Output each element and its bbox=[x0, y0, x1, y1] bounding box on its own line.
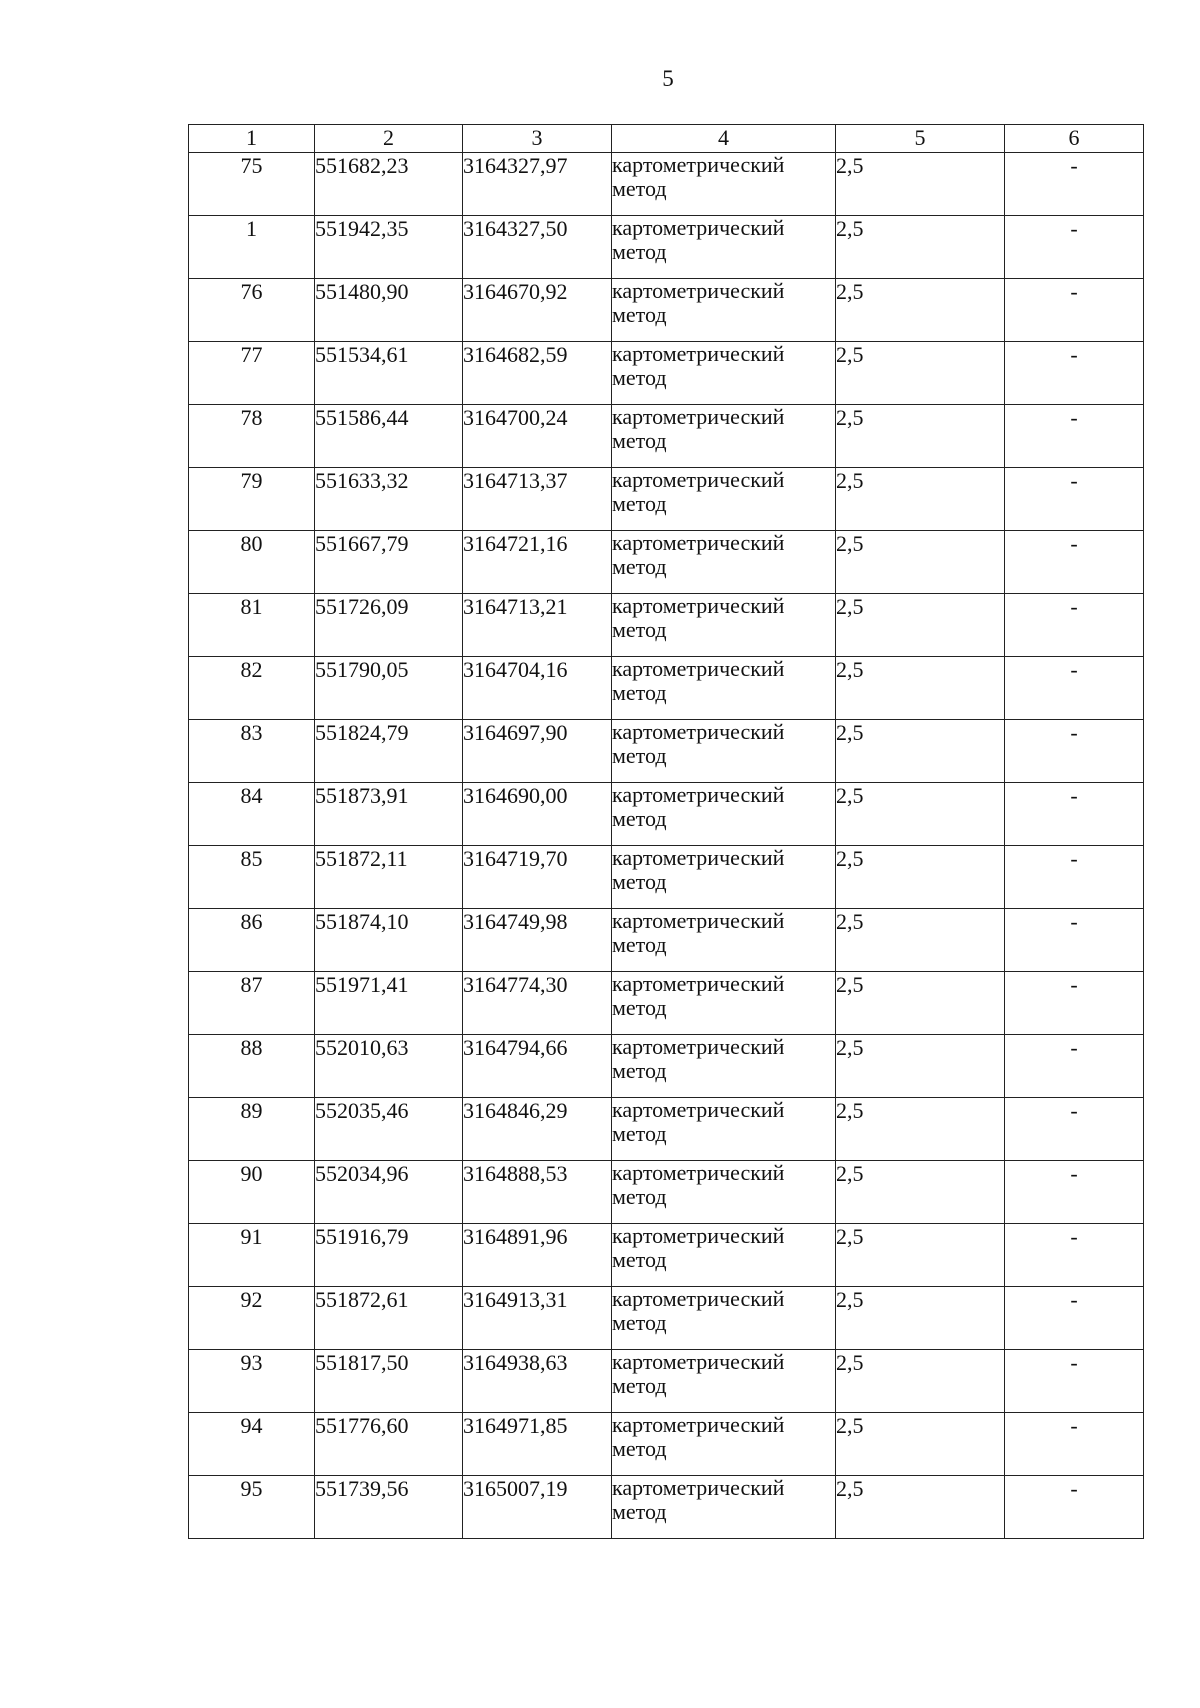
y-coordinate-cell: 3164682,59 bbox=[463, 342, 612, 405]
table-row bbox=[189, 909, 1144, 972]
table-body bbox=[189, 153, 1144, 1539]
accuracy-cell: 2,5 bbox=[836, 1098, 1005, 1161]
point-number-cell: 92 bbox=[189, 1287, 315, 1350]
y-coordinate-cell: 3164749,98 bbox=[463, 909, 612, 972]
x-coordinate-cell: 551739,56 bbox=[315, 1476, 463, 1539]
x-coordinate-cell: 551790,05 bbox=[315, 657, 463, 720]
accuracy-cell: 2,5 bbox=[836, 342, 1005, 405]
y-coordinate-cell: 3164794,66 bbox=[463, 1035, 612, 1098]
accuracy-cell: 2,5 bbox=[836, 216, 1005, 279]
point-number-cell: 79 bbox=[189, 468, 315, 531]
method-cell: картометрический метод bbox=[612, 153, 836, 216]
x-coordinate-cell: 552035,46 bbox=[315, 1098, 463, 1161]
table-row bbox=[189, 1350, 1144, 1413]
x-coordinate-cell: 551534,61 bbox=[315, 342, 463, 405]
x-coordinate-cell: 551667,79 bbox=[315, 531, 463, 594]
method-cell: картометрический метод bbox=[612, 594, 836, 657]
point-number-cell: 94 bbox=[189, 1413, 315, 1476]
table-row bbox=[189, 216, 1144, 279]
x-coordinate-cell: 551776,60 bbox=[315, 1413, 463, 1476]
table-row bbox=[189, 594, 1144, 657]
y-coordinate-cell: 3164891,96 bbox=[463, 1224, 612, 1287]
point-number-cell: 1 bbox=[189, 216, 315, 279]
point-number-cell: 82 bbox=[189, 657, 315, 720]
x-coordinate-cell: 551824,79 bbox=[315, 720, 463, 783]
table-row bbox=[189, 279, 1144, 342]
y-coordinate-cell: 3164327,50 bbox=[463, 216, 612, 279]
y-coordinate-cell: 3164913,31 bbox=[463, 1287, 612, 1350]
accuracy-cell: 2,5 bbox=[836, 972, 1005, 1035]
y-coordinate-cell: 3164713,37 bbox=[463, 468, 612, 531]
point-number-cell: 84 bbox=[189, 783, 315, 846]
y-coordinate-cell: 3164719,70 bbox=[463, 846, 612, 909]
x-coordinate-cell: 551586,44 bbox=[315, 405, 463, 468]
y-coordinate-cell: 3164938,63 bbox=[463, 1350, 612, 1413]
y-coordinate-cell: 3164327,97 bbox=[463, 153, 612, 216]
column-header: 6 bbox=[1005, 125, 1144, 153]
method-cell: картометрический метод bbox=[612, 531, 836, 594]
accuracy-cell: 2,5 bbox=[836, 720, 1005, 783]
note-cell: - bbox=[1005, 1413, 1144, 1476]
accuracy-cell: 2,5 bbox=[836, 153, 1005, 216]
accuracy-cell: 2,5 bbox=[836, 1413, 1005, 1476]
column-header: 5 bbox=[836, 125, 1005, 153]
point-number-cell: 78 bbox=[189, 405, 315, 468]
point-number-cell: 89 bbox=[189, 1098, 315, 1161]
x-coordinate-cell: 551682,23 bbox=[315, 153, 463, 216]
method-cell: картометрический метод bbox=[612, 1224, 836, 1287]
accuracy-cell: 2,5 bbox=[836, 846, 1005, 909]
method-cell: картометрический метод bbox=[612, 1413, 836, 1476]
point-number-cell: 77 bbox=[189, 342, 315, 405]
note-cell: - bbox=[1005, 846, 1144, 909]
point-number-cell: 93 bbox=[189, 1350, 315, 1413]
table-row bbox=[189, 1287, 1144, 1350]
method-cell: картометрический метод bbox=[612, 846, 836, 909]
x-coordinate-cell: 552010,63 bbox=[315, 1035, 463, 1098]
method-cell: картометрический метод bbox=[612, 909, 836, 972]
method-cell: картометрический метод bbox=[612, 216, 836, 279]
x-coordinate-cell: 551633,32 bbox=[315, 468, 463, 531]
note-cell: - bbox=[1005, 1350, 1144, 1413]
point-number-cell: 88 bbox=[189, 1035, 315, 1098]
x-coordinate-cell: 551971,41 bbox=[315, 972, 463, 1035]
method-cell: картометрический метод bbox=[612, 972, 836, 1035]
column-header: 3 bbox=[463, 125, 612, 153]
header-row bbox=[189, 125, 1144, 153]
y-coordinate-cell: 3164704,16 bbox=[463, 657, 612, 720]
page-number: 5 bbox=[662, 66, 674, 91]
x-coordinate-cell: 551872,11 bbox=[315, 846, 463, 909]
accuracy-cell: 2,5 bbox=[836, 1287, 1005, 1350]
note-cell: - bbox=[1005, 594, 1144, 657]
table-row bbox=[189, 846, 1144, 909]
method-cell: картометрический метод bbox=[612, 720, 836, 783]
method-cell: картометрический метод bbox=[612, 405, 836, 468]
method-cell: картометрический метод bbox=[612, 279, 836, 342]
note-cell: - bbox=[1005, 405, 1144, 468]
note-cell: - bbox=[1005, 468, 1144, 531]
table-row bbox=[189, 657, 1144, 720]
point-number-cell: 91 bbox=[189, 1224, 315, 1287]
point-number-cell: 87 bbox=[189, 972, 315, 1035]
accuracy-cell: 2,5 bbox=[836, 531, 1005, 594]
y-coordinate-cell: 3164888,53 bbox=[463, 1161, 612, 1224]
x-coordinate-cell: 551480,90 bbox=[315, 279, 463, 342]
note-cell: - bbox=[1005, 342, 1144, 405]
table-row bbox=[189, 1224, 1144, 1287]
accuracy-cell: 2,5 bbox=[836, 405, 1005, 468]
y-coordinate-cell: 3164700,24 bbox=[463, 405, 612, 468]
method-cell: картометрический метод bbox=[612, 1161, 836, 1224]
y-coordinate-cell: 3165007,19 bbox=[463, 1476, 612, 1539]
x-coordinate-cell: 551916,79 bbox=[315, 1224, 463, 1287]
x-coordinate-cell: 551873,91 bbox=[315, 783, 463, 846]
note-cell: - bbox=[1005, 909, 1144, 972]
table-row bbox=[189, 720, 1144, 783]
table-row bbox=[189, 1035, 1144, 1098]
y-coordinate-cell: 3164697,90 bbox=[463, 720, 612, 783]
table-row bbox=[189, 783, 1144, 846]
accuracy-cell: 2,5 bbox=[836, 657, 1005, 720]
point-number-cell: 83 bbox=[189, 720, 315, 783]
method-cell: картометрический метод bbox=[612, 657, 836, 720]
note-cell: - bbox=[1005, 216, 1144, 279]
table-row bbox=[189, 1161, 1144, 1224]
column-header: 4 bbox=[612, 125, 836, 153]
method-cell: картометрический метод bbox=[612, 1035, 836, 1098]
note-cell: - bbox=[1005, 531, 1144, 594]
x-coordinate-cell: 551874,10 bbox=[315, 909, 463, 972]
note-cell: - bbox=[1005, 783, 1144, 846]
point-number-cell: 90 bbox=[189, 1161, 315, 1224]
point-number-cell: 95 bbox=[189, 1476, 315, 1539]
note-cell: - bbox=[1005, 972, 1144, 1035]
point-number-cell: 86 bbox=[189, 909, 315, 972]
table-row bbox=[189, 1098, 1144, 1161]
x-coordinate-cell: 551872,61 bbox=[315, 1287, 463, 1350]
y-coordinate-cell: 3164774,30 bbox=[463, 972, 612, 1035]
point-number-cell: 76 bbox=[189, 279, 315, 342]
note-cell: - bbox=[1005, 279, 1144, 342]
note-cell: - bbox=[1005, 1161, 1144, 1224]
table-row bbox=[189, 153, 1144, 216]
point-number-cell: 80 bbox=[189, 531, 315, 594]
point-number-cell: 81 bbox=[189, 594, 315, 657]
method-cell: картометрический метод bbox=[612, 1287, 836, 1350]
y-coordinate-cell: 3164690,00 bbox=[463, 783, 612, 846]
accuracy-cell: 2,5 bbox=[836, 279, 1005, 342]
accuracy-cell: 2,5 bbox=[836, 1161, 1005, 1224]
method-cell: картометрический метод bbox=[612, 783, 836, 846]
table-row bbox=[189, 468, 1144, 531]
column-header: 1 bbox=[189, 125, 315, 153]
method-cell: картометрический метод bbox=[612, 468, 836, 531]
table-row bbox=[189, 1413, 1144, 1476]
x-coordinate-cell: 552034,96 bbox=[315, 1161, 463, 1224]
point-number-cell: 85 bbox=[189, 846, 315, 909]
point-number-cell: 75 bbox=[189, 153, 315, 216]
method-cell: картометрический метод bbox=[612, 1098, 836, 1161]
note-cell: - bbox=[1005, 1098, 1144, 1161]
accuracy-cell: 2,5 bbox=[836, 594, 1005, 657]
x-coordinate-cell: 551726,09 bbox=[315, 594, 463, 657]
method-cell: картометрический метод bbox=[612, 1350, 836, 1413]
note-cell: - bbox=[1005, 1224, 1144, 1287]
table-row bbox=[189, 342, 1144, 405]
accuracy-cell: 2,5 bbox=[836, 1476, 1005, 1539]
table-row bbox=[189, 1476, 1144, 1539]
y-coordinate-cell: 3164846,29 bbox=[463, 1098, 612, 1161]
table-row bbox=[189, 531, 1144, 594]
x-coordinate-cell: 551942,35 bbox=[315, 216, 463, 279]
method-cell: картометрический метод bbox=[612, 342, 836, 405]
table-row bbox=[189, 972, 1144, 1035]
accuracy-cell: 2,5 bbox=[836, 1224, 1005, 1287]
note-cell: - bbox=[1005, 1035, 1144, 1098]
note-cell: - bbox=[1005, 153, 1144, 216]
method-cell: картометрический метод bbox=[612, 1476, 836, 1539]
note-cell: - bbox=[1005, 1287, 1144, 1350]
x-coordinate-cell: 551817,50 bbox=[315, 1350, 463, 1413]
accuracy-cell: 2,5 bbox=[836, 783, 1005, 846]
accuracy-cell: 2,5 bbox=[836, 1035, 1005, 1098]
note-cell: - bbox=[1005, 1476, 1144, 1539]
accuracy-cell: 2,5 bbox=[836, 468, 1005, 531]
y-coordinate-cell: 3164971,85 bbox=[463, 1413, 612, 1476]
accuracy-cell: 2,5 bbox=[836, 1350, 1005, 1413]
note-cell: - bbox=[1005, 657, 1144, 720]
y-coordinate-cell: 3164670,92 bbox=[463, 279, 612, 342]
note-cell: - bbox=[1005, 720, 1144, 783]
coordinates-table bbox=[188, 124, 1144, 1539]
table-row bbox=[189, 405, 1144, 468]
accuracy-cell: 2,5 bbox=[836, 909, 1005, 972]
column-header: 2 bbox=[315, 125, 463, 153]
y-coordinate-cell: 3164721,16 bbox=[463, 531, 612, 594]
y-coordinate-cell: 3164713,21 bbox=[463, 594, 612, 657]
